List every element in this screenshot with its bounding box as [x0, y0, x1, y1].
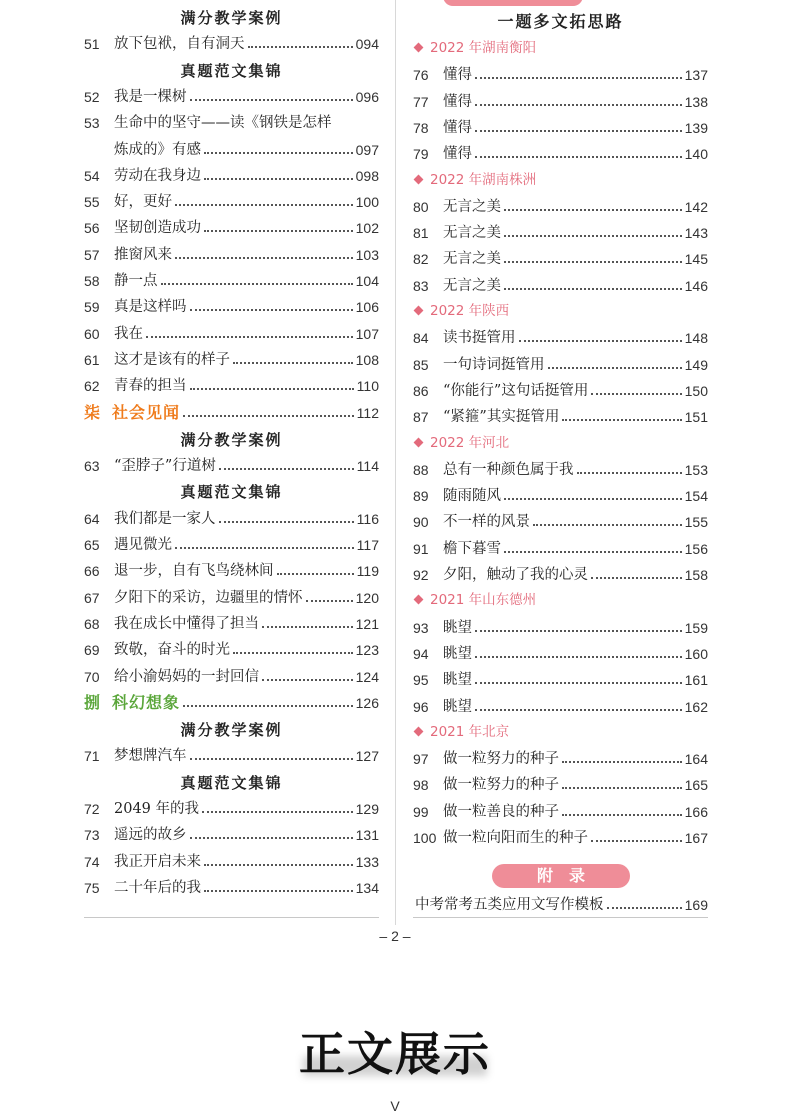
toc-entry[interactable]	[413, 274, 708, 298]
toc-entry[interactable]	[413, 616, 708, 640]
toc-entry[interactable]	[84, 612, 379, 636]
entry-title: 夕阳下的采访，边疆里的情怀	[114, 589, 303, 606]
entry-number: 80	[413, 198, 429, 215]
entry-title: 我是一棵树	[114, 88, 187, 105]
dot-leader	[562, 787, 682, 789]
entry-page: 107	[355, 325, 379, 342]
entry-number: 88	[413, 461, 429, 478]
entry-number: 54	[84, 167, 100, 184]
entry-page: 137	[684, 67, 708, 84]
toc-entry[interactable]	[84, 454, 379, 478]
entry-page: 119	[356, 563, 379, 580]
toc-entry[interactable]	[413, 642, 708, 666]
dot-leader	[504, 209, 682, 211]
entry-page: 154	[684, 488, 708, 505]
diamond-icon	[414, 595, 424, 605]
entry-title: 无言之美	[443, 277, 501, 294]
toc-entry[interactable]	[84, 322, 379, 346]
bottom-mark: V	[390, 1098, 400, 1114]
entry-title: 炼成的》有感	[114, 141, 201, 158]
toc-entry[interactable]	[84, 797, 379, 821]
entry-page: 140	[684, 146, 708, 163]
entry-title: 我在	[114, 325, 143, 342]
toc-entry[interactable]	[413, 537, 708, 561]
toc-entry[interactable]	[84, 374, 379, 398]
dot-leader	[204, 864, 353, 866]
entry-number: 78	[413, 119, 429, 136]
entry-title: 做一粒向阳而生的种子	[443, 830, 588, 846]
entry-number: 81	[413, 225, 429, 242]
entry-page: 166	[684, 803, 708, 820]
entry-title: 退一步，自有飞鸟绕林间	[114, 563, 274, 580]
entry-page: 161	[684, 672, 708, 689]
toc-entry[interactable]	[413, 142, 708, 166]
entry-title: 我们都是一家人	[114, 510, 216, 527]
entry-title: 静一点	[114, 273, 158, 289]
toc-entry[interactable]	[84, 586, 379, 610]
dot-leader	[183, 705, 353, 707]
entry-page: 108	[355, 351, 379, 368]
dot-leader	[190, 758, 353, 760]
entry-number: 89	[413, 488, 429, 505]
entry-number: 100	[413, 830, 437, 846]
entry-number: 58	[84, 273, 100, 289]
subsection-heading: 满分教学案例	[180, 9, 283, 27]
entry-number: 72	[84, 801, 100, 817]
entry-title: 遥远的故乡	[114, 827, 187, 844]
entry-page: 160	[684, 645, 708, 662]
section-name: 科幻想象	[112, 692, 181, 712]
entry-number: 76	[413, 67, 429, 84]
region-text: 2022 年陕西	[430, 303, 510, 319]
entry-page: 164	[684, 751, 708, 768]
entry-title: 读书挺管用	[443, 330, 516, 347]
right-column-heading: 一题多文拓思路	[497, 12, 624, 31]
entry-title: 总有一种颜色属于我	[443, 461, 574, 478]
entry-page: 094	[355, 36, 379, 53]
entry-page: 098	[355, 167, 379, 184]
dot-leader	[475, 104, 682, 106]
dot-leader	[562, 814, 682, 816]
subsection-heading: 满分教学案例	[180, 430, 283, 449]
subsection-heading: 真题范文集锦	[180, 61, 283, 80]
entry-page: 106	[355, 299, 379, 316]
region-text: 2022 年湖南株洲	[430, 171, 537, 188]
entry-page: 110	[356, 378, 379, 395]
entry-page: 133	[355, 853, 379, 870]
toc-entry[interactable]	[413, 484, 708, 508]
entry-title: 我在成长中懂得了担当	[114, 615, 259, 632]
section-page: 126	[355, 694, 379, 711]
toc-entry[interactable]	[84, 138, 379, 162]
entry-title: 做一粒努力的种子	[443, 751, 559, 768]
entry-title: 随雨随风	[443, 488, 501, 505]
toc-entry[interactable]	[413, 405, 708, 429]
entry-title: 好，更好	[114, 194, 172, 211]
toc-entry[interactable]	[84, 243, 379, 267]
toc-entry[interactable]	[413, 747, 708, 771]
right-column-tab	[443, 0, 583, 6]
entry-page: 158	[684, 567, 708, 583]
dot-leader	[204, 152, 353, 154]
entry-number: 82	[413, 251, 429, 268]
entry-number: 71	[84, 748, 100, 765]
entry-page: 148	[684, 330, 708, 347]
dot-leader	[607, 907, 682, 909]
entry-title: 我正开启未来	[114, 853, 201, 870]
dot-leader	[504, 551, 682, 553]
entry-page: 165	[684, 777, 708, 794]
entry-page: 131	[355, 827, 379, 844]
toc-entry[interactable]	[413, 510, 708, 534]
dot-leader	[533, 524, 682, 526]
diamond-icon	[414, 306, 424, 316]
toc-entry[interactable]	[413, 326, 708, 350]
entry-number: 74	[84, 853, 100, 870]
dot-leader	[519, 340, 682, 342]
entry-page: 120	[355, 589, 379, 606]
entry-title: 夕阳，触动了我的心灵	[443, 567, 588, 583]
entry-page: 146	[684, 277, 708, 294]
dot-leader	[219, 521, 354, 523]
entry-page: 100	[355, 194, 379, 211]
region-text: 2022 年湖南衡阳	[430, 40, 537, 56]
entry-title: “歪脖子”行道树	[114, 458, 216, 475]
entry-number: 94	[413, 645, 429, 662]
entry-page: 143	[684, 225, 708, 242]
dot-leader	[562, 419, 681, 421]
appendix-title: 中考常考五类应用文写作模板	[415, 897, 604, 913]
entry-title: 青春的担当	[114, 378, 187, 395]
entry-number: 97	[413, 751, 429, 768]
entry-page: 139	[684, 119, 708, 136]
dot-leader	[190, 309, 353, 311]
entry-page: 097	[355, 141, 379, 158]
entry-number: 65	[84, 537, 100, 553]
entry-number: 86	[413, 382, 429, 399]
entry-title: 2049 年的我	[114, 801, 200, 817]
entry-page: 142	[684, 198, 708, 215]
entry-title: 无言之美	[443, 198, 501, 215]
entry-number: 87	[413, 409, 429, 426]
entry-number: 67	[84, 589, 100, 606]
entry-title: 懂得	[443, 146, 472, 163]
entry-title: 不一样的风景	[443, 514, 530, 531]
entry-page: 114	[356, 458, 379, 475]
entry-page: 103	[355, 246, 379, 263]
entry-page: 121	[355, 615, 379, 632]
appendix-page: 169	[684, 897, 708, 913]
entry-number: 84	[413, 330, 429, 347]
dot-leader	[233, 652, 353, 654]
entry-number: 69	[84, 642, 100, 659]
entry-page: 162	[684, 698, 708, 715]
left-bottom-rule	[84, 917, 379, 918]
dot-leader	[190, 99, 353, 101]
entry-page: 155	[684, 514, 708, 531]
entry-title: 推窗风来	[114, 246, 172, 263]
dot-leader	[504, 288, 682, 290]
entry-page: 124	[355, 668, 379, 685]
toc-entry[interactable]	[413, 116, 708, 140]
entry-number: 85	[413, 356, 429, 373]
dot-leader	[591, 840, 682, 842]
toc-entry[interactable]	[413, 379, 708, 403]
entry-number: 61	[84, 351, 100, 368]
dot-leader	[204, 178, 353, 180]
right-bottom-rule	[413, 917, 708, 918]
toc-entry[interactable]	[413, 221, 708, 245]
entry-page: 127	[355, 748, 379, 765]
entry-page: 116	[356, 510, 379, 527]
region-text: 2021 年北京	[430, 723, 510, 740]
entry-number: 68	[84, 615, 100, 632]
dot-leader	[175, 547, 354, 549]
entry-page: 145	[684, 251, 708, 268]
dot-leader	[475, 156, 682, 158]
toc-entry[interactable]	[413, 826, 708, 850]
dot-leader	[262, 626, 353, 628]
dot-leader	[202, 811, 353, 813]
dot-leader	[504, 498, 682, 500]
diamond-icon	[414, 437, 424, 447]
entry-number: 51	[84, 36, 100, 53]
region-text: 2021 年山东德州	[430, 592, 537, 609]
dot-leader	[262, 679, 353, 681]
appendix-entry[interactable]	[413, 893, 708, 917]
entry-title: 无言之美	[443, 251, 501, 268]
entry-title: 眺望	[443, 619, 472, 636]
entry-title: 遇见微光	[114, 537, 172, 553]
appendix-label: 附录	[492, 864, 630, 888]
dot-leader	[562, 761, 682, 763]
diamond-icon	[414, 174, 424, 184]
section-page: 112	[356, 404, 379, 421]
entry-page: 151	[684, 409, 708, 426]
toc-entry[interactable]	[84, 216, 379, 240]
toc-entry[interactable]	[84, 269, 379, 293]
entry-page: 167	[684, 830, 708, 846]
entry-number: 99	[413, 803, 429, 820]
showcase-title: 正文展示	[299, 1027, 491, 1081]
toc-entry[interactable]	[413, 195, 708, 219]
entry-page: 149	[684, 356, 708, 373]
entry-number: 92	[413, 567, 429, 583]
entry-number: 60	[84, 325, 100, 342]
dot-leader	[183, 415, 354, 417]
entry-title: 真是这样吗	[114, 299, 187, 316]
diamond-icon	[414, 43, 424, 53]
section-symbol: 柒	[84, 402, 101, 422]
entry-page: 123	[355, 642, 379, 659]
toc-entry[interactable]	[413, 90, 708, 114]
toc-entry[interactable]	[413, 353, 708, 377]
entry-page: 156	[684, 540, 708, 557]
dot-leader	[504, 235, 682, 237]
dot-leader	[591, 577, 682, 579]
dot-leader	[248, 46, 353, 48]
page-number: – 2 –	[379, 928, 411, 944]
dot-leader	[475, 77, 682, 79]
entry-title: 懂得	[443, 67, 472, 84]
region-label	[413, 169, 708, 191]
entry-number: 95	[413, 672, 429, 689]
toc-entry[interactable]	[413, 668, 708, 692]
toc-entry[interactable]	[413, 800, 708, 824]
toc-entry[interactable]	[413, 563, 708, 587]
entry-title: 无言之美	[443, 225, 501, 242]
toc-entry[interactable]	[84, 507, 379, 531]
region-label	[413, 432, 708, 454]
entry-number: 96	[413, 698, 429, 715]
dot-leader	[475, 630, 682, 632]
entry-number: 52	[84, 88, 100, 105]
entry-title: 二十年后的我	[114, 879, 201, 896]
entry-page: 096	[355, 88, 379, 105]
entry-title: 懂得	[443, 119, 472, 136]
entry-number: 75	[84, 879, 100, 896]
entry-title: 致敬，奋斗的时光	[114, 642, 230, 659]
toc-entry[interactable]	[84, 111, 379, 135]
toc-entry[interactable]	[413, 695, 708, 719]
toc-entry[interactable]	[84, 559, 379, 583]
toc-entry[interactable]	[84, 638, 379, 662]
entry-title: 做一粒努力的种子	[443, 777, 559, 794]
dot-leader	[577, 472, 682, 474]
dot-leader	[146, 336, 353, 338]
entry-number: 98	[413, 777, 429, 794]
dot-leader	[175, 257, 353, 259]
dot-leader	[233, 362, 353, 364]
entry-title: 檐下暮雪	[443, 540, 501, 557]
toc-entry[interactable]	[84, 823, 379, 847]
dot-leader	[161, 283, 353, 285]
toc-entry[interactable]	[413, 458, 708, 482]
section-heading[interactable]	[84, 400, 379, 426]
dot-leader	[548, 367, 682, 369]
toc-entry[interactable]	[413, 247, 708, 271]
entry-title: 懂得	[443, 93, 472, 110]
section-heading[interactable]	[84, 690, 379, 716]
entry-title: 生命中的坚守——读《钢铁是怎样	[114, 115, 332, 132]
entry-number: 56	[84, 220, 100, 237]
subsection-heading: 真题范文集锦	[180, 483, 283, 502]
entry-number: 77	[413, 93, 429, 110]
entry-number: 62	[84, 378, 100, 395]
entry-title: 眺望	[443, 698, 472, 715]
entry-title: 坚韧创造成功	[114, 220, 201, 237]
toc-entry[interactable]	[84, 850, 379, 874]
entry-number: 66	[84, 563, 100, 580]
dot-leader	[277, 573, 354, 575]
dot-leader	[175, 204, 353, 206]
entry-number: 57	[84, 246, 100, 263]
diamond-icon	[414, 726, 424, 736]
region-label	[413, 300, 708, 322]
entry-page: 159	[684, 619, 708, 636]
dot-leader	[204, 230, 353, 232]
region-label	[413, 37, 708, 59]
entry-title: 给小渝妈妈的一封回信	[114, 668, 259, 685]
dot-leader	[504, 261, 682, 263]
dot-leader	[475, 709, 682, 711]
section-name: 社会见闻	[112, 402, 181, 422]
entry-number: 83	[413, 277, 429, 294]
column-divider	[395, 0, 396, 925]
entry-page: 129	[355, 801, 379, 817]
section-symbol: 捌	[84, 692, 101, 712]
toc-entry[interactable]	[84, 295, 379, 319]
subsection-heading: 满分教学案例	[180, 721, 283, 740]
entry-title: 做一粒善良的种子	[443, 803, 559, 820]
dot-leader	[475, 130, 682, 132]
entry-page: 153	[684, 461, 708, 478]
entry-number: 70	[84, 668, 100, 685]
entry-number: 64	[84, 510, 100, 527]
region-text: 2022 年河北	[430, 434, 510, 451]
subsection-heading: 真题范文集锦	[180, 773, 283, 792]
dot-leader	[190, 837, 353, 839]
entry-title: 这才是该有的样子	[114, 351, 230, 368]
toc-entry[interactable]	[84, 164, 379, 188]
entry-page: 134	[355, 879, 379, 896]
entry-number: 91	[413, 540, 429, 557]
entry-number: 63	[84, 458, 100, 475]
dot-leader	[475, 656, 682, 658]
entry-page: 138	[684, 93, 708, 110]
entry-number: 55	[84, 194, 100, 211]
toc-entry[interactable]	[84, 85, 379, 109]
dot-leader	[190, 388, 354, 390]
toc-entry[interactable]	[84, 665, 379, 689]
entry-title: “紧箍”其实挺管用	[443, 409, 560, 426]
toc-entry[interactable]	[84, 32, 379, 56]
toc-entry[interactable]	[84, 744, 379, 768]
toc-entry[interactable]	[84, 190, 379, 214]
entry-title: 眺望	[443, 672, 472, 689]
toc-entry[interactable]	[413, 773, 708, 797]
entry-page: 104	[355, 273, 379, 289]
region-label	[413, 721, 708, 743]
toc-entry[interactable]	[84, 533, 379, 557]
entry-number: 93	[413, 619, 429, 636]
entry-title: 一句诗词挺管用	[443, 356, 545, 373]
entry-number: 73	[84, 827, 100, 844]
dot-leader	[219, 468, 354, 470]
dot-leader	[204, 890, 353, 892]
dot-leader	[475, 682, 682, 684]
dot-leader	[591, 393, 681, 395]
toc-entry[interactable]	[84, 876, 379, 900]
dot-leader	[306, 600, 353, 602]
entry-number: 79	[413, 146, 429, 163]
entry-title: 梦想牌汽车	[114, 748, 187, 765]
entry-page: 117	[356, 537, 379, 553]
entry-page: 150	[684, 382, 708, 399]
toc-entry[interactable]	[84, 348, 379, 372]
entry-title: 劳动在我身边	[114, 167, 201, 184]
entry-title: 放下包袱，自有洞天	[114, 36, 245, 53]
entry-page: 102	[355, 220, 379, 237]
entry-title: 眺望	[443, 645, 472, 662]
entry-number: 53	[84, 115, 100, 132]
region-label	[413, 589, 708, 611]
toc-entry[interactable]	[413, 63, 708, 87]
entry-title: “你能行”这句话挺管用	[443, 382, 589, 399]
entry-number: 59	[84, 299, 100, 316]
entry-number: 90	[413, 514, 429, 531]
